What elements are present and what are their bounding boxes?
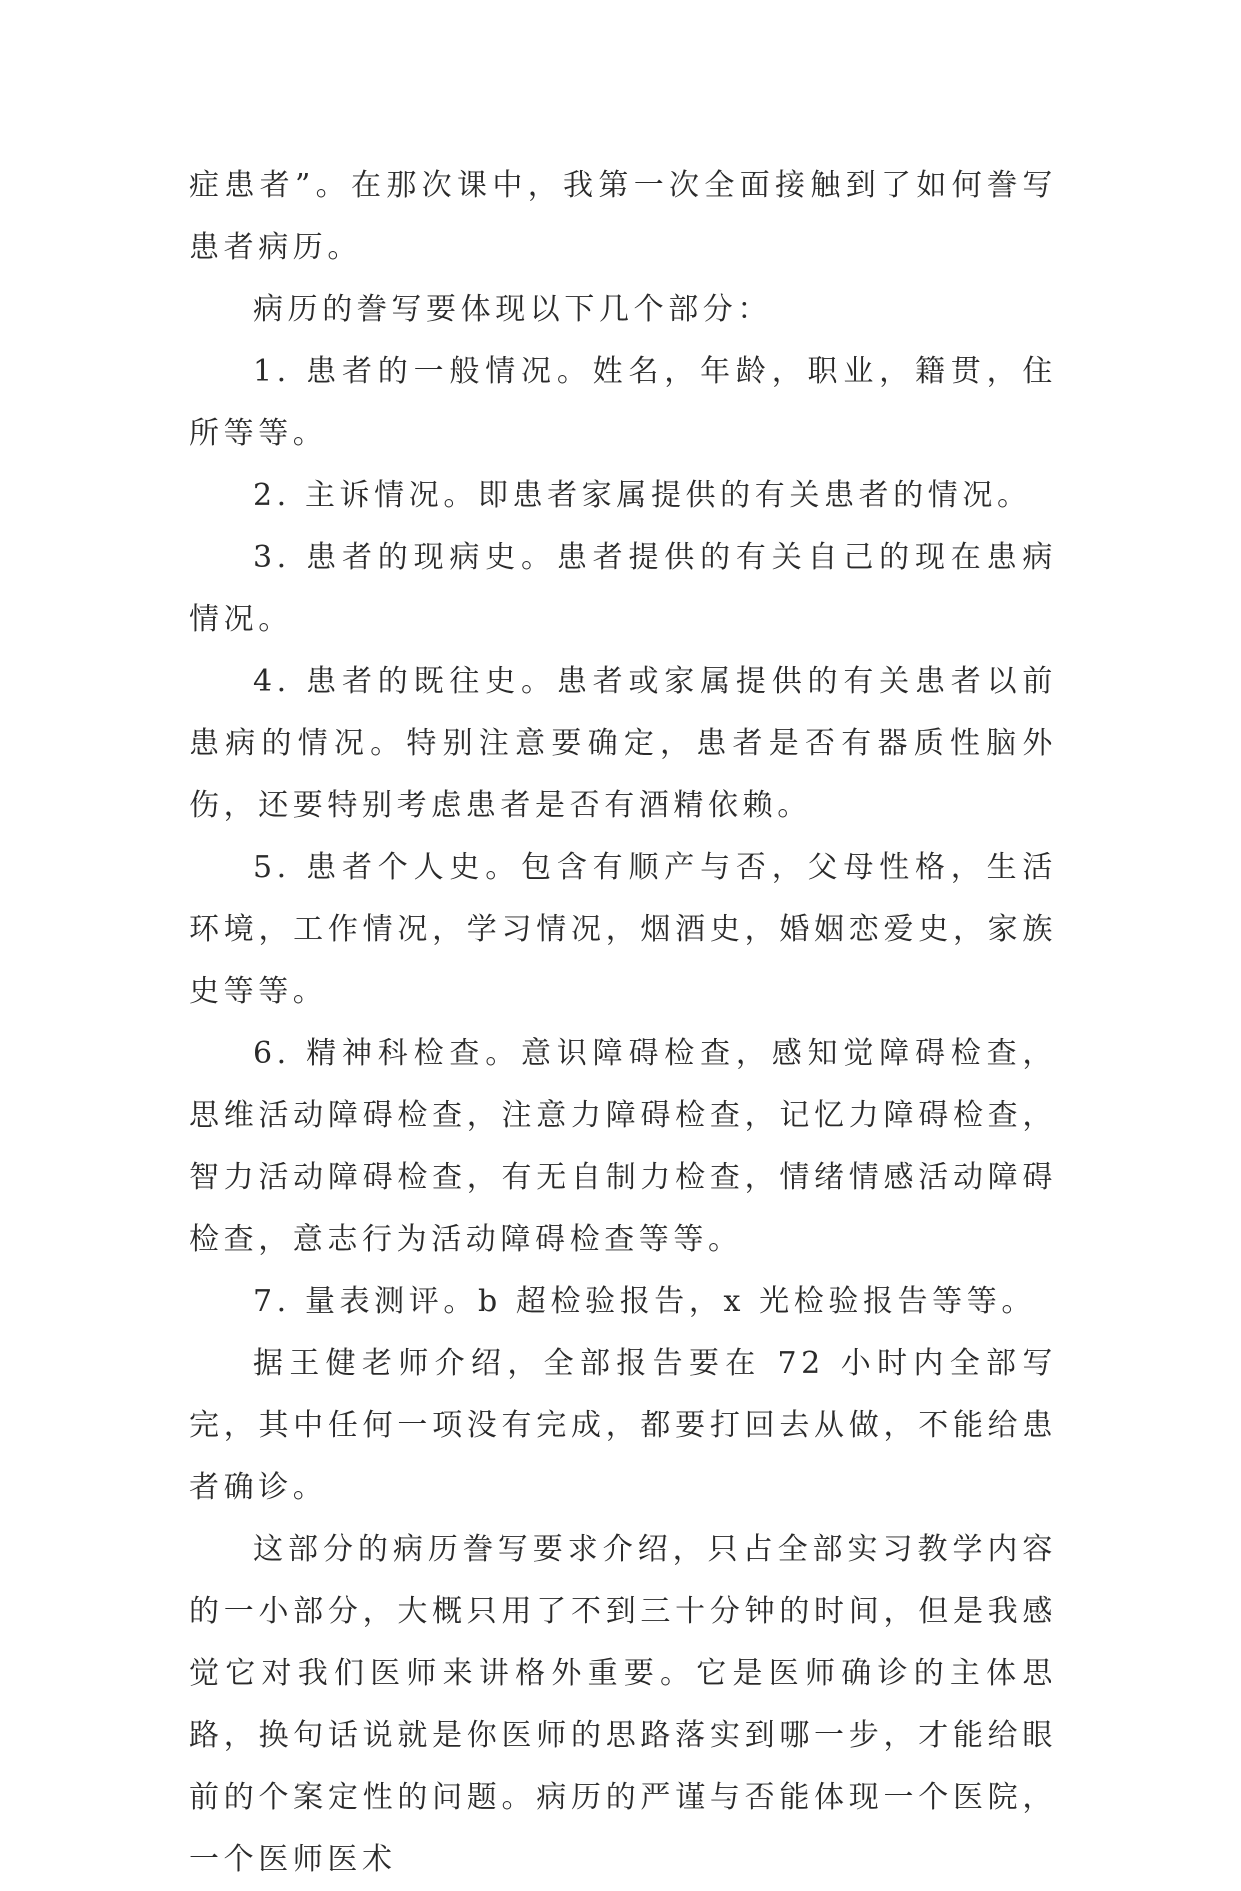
paragraph-report-deadline: 据王健老师介绍，全部报告要在 72 小时内全部写完，其中任何一项没有完成，都要打回去从做，不能给患者确诊。: [189, 1346, 1057, 1505]
list-item-general-info: 1. 患者的一般情况。姓名，年龄，职业，籍贯，住所等等。: [189, 354, 1057, 451]
list-item-psychiatric-exam: 6. 精神科检查。意识障碍检查，感知觉障碍检查，思维活动障碍检查，注意力障碍检查，记忆力障碍检查，智力活动障碍检查，有无自制力检查，情绪情感活动障碍检查，意志行为活动障碍检查等等。: [189, 1036, 1057, 1257]
list-item-personal-history: 5. 患者个人史。包含有顺产与否，父母性格，生活环境，工作情况，学习情况，烟酒史，婚姻恋爱史，家族史等等。: [189, 850, 1057, 1009]
list-item-chief-complaint: 2. 主诉情况。即患者家属提供的有关患者的情况。: [253, 478, 1032, 513]
list-item-scale-assessment: 7. 量表测评。b 超检验报告，x 光检验报告等等。: [253, 1284, 1036, 1319]
list-item-present-illness: 3. 患者的现病史。患者提供的有关自己的现在患病情况。: [189, 540, 1057, 637]
paragraph-intro: 症患者”。在那次课中，我第一次全面接触到了如何誊写患者病历。: [189, 168, 1057, 265]
paragraph-reflection: 这部分的病历誊写要求介绍，只占全部实习教学内容的一小部分，大概只用了不到三十分钟的时间，但是我感觉它对我们医师来讲格外重要。它是医师确诊的主体思路，换句话说就是你医师的思路落实到哪一步，才能给眼前的个案定性的问题。病历的严谨与否能体现一个医院，一个医师医术: [189, 1532, 1057, 1877]
document-body: [189, 155, 1057, 1891]
paragraph-record-parts-heading: 病历的誊写要体现以下几个部分：: [253, 292, 772, 327]
list-item-past-history: 4. 患者的既往史。患者或家属提供的有关患者以前患病的情况。特别注意要确定，患者是否有器质性脑外伤，还要特别考虑患者是否有酒精依赖。: [189, 664, 1057, 823]
